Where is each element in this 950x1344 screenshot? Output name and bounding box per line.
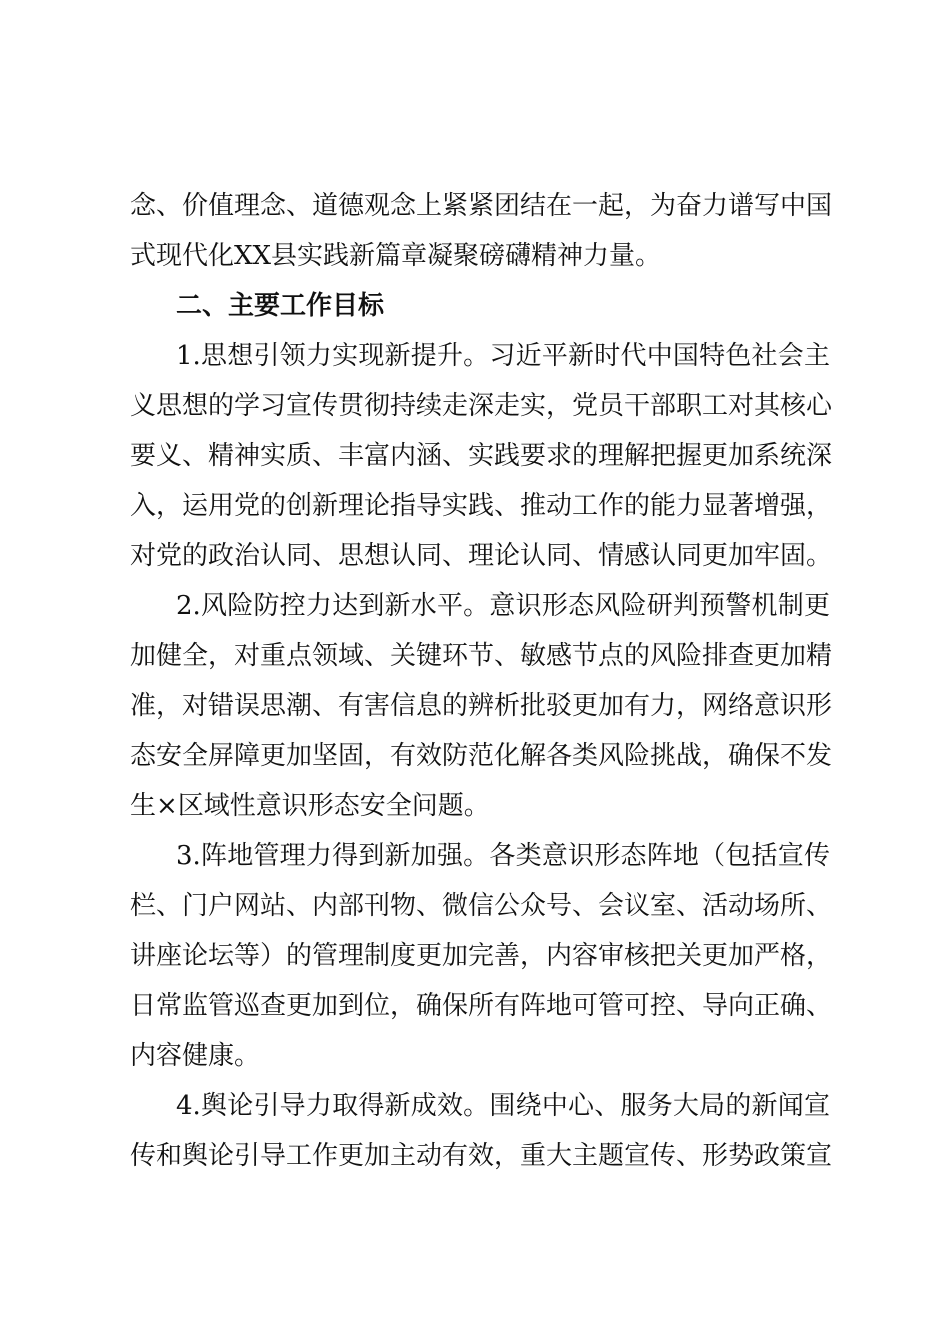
- item-2-line: 准，对错误思潮、有害信息的辨析批驳更加有力，网络意识形: [130, 691, 833, 721]
- paragraph-line: 念、价值理念、道德观念上紧紧团结在一起，为奋力谱写中国: [130, 191, 833, 221]
- item-2-line: 2.风险防控力达到新水平。意识形态风险研判预警机制更: [176, 591, 830, 621]
- item-1-line: 入，运用党的创新理论指导实践、推动工作的能力显著增强，: [130, 491, 833, 521]
- item-2-line: 态安全屏障更加坚固，有效防范化解各类风险挑战，确保不发: [130, 741, 833, 771]
- paragraph-line: 式现代化XX县实践新篇章凝聚磅礴精神力量。: [130, 241, 662, 271]
- item-1-line: 1.思想引领力实现新提升。习近平新时代中国特色社会主: [176, 341, 830, 371]
- item-3-line: 内容健康。: [130, 1041, 261, 1071]
- item-3-line: 3.阵地管理力得到新加强。各类意识形态阵地（包括宣传: [176, 841, 830, 871]
- item-3-line: 讲座论坛等）的管理制度更加完善，内容审核把关更加严格，: [130, 941, 833, 971]
- item-2-line: 生×区域性意识形态安全问题。: [130, 791, 490, 821]
- item-1-line: 对党的政治认同、思想认同、理论认同、情感认同更加牢固。: [130, 541, 833, 571]
- item-3-line: 日常监管巡查更加到位，确保所有阵地可管可控、导向正确、: [130, 991, 833, 1021]
- section-heading: 二、主要工作目标: [176, 291, 385, 321]
- item-2-line: 加健全，对重点领域、关键环节、敏感节点的风险排查更加精: [130, 641, 833, 671]
- item-1-line: 义思想的学习宣传贯彻持续走深走实，党员干部职工对其核心: [130, 391, 833, 421]
- item-1-line: 要义、精神实质、丰富内涵、实践要求的理解把握更加系统深: [130, 441, 833, 471]
- item-4-line: 传和舆论引导工作更加主动有效，重大主题宣传、形势政策宣: [130, 1141, 833, 1171]
- item-3-line: 栏、门户网站、内部刊物、微信公众号、会议室、活动场所、: [130, 891, 833, 921]
- item-4-line: 4.舆论引导力取得新成效。围绕中心、服务大局的新闻宣: [176, 1091, 830, 1121]
